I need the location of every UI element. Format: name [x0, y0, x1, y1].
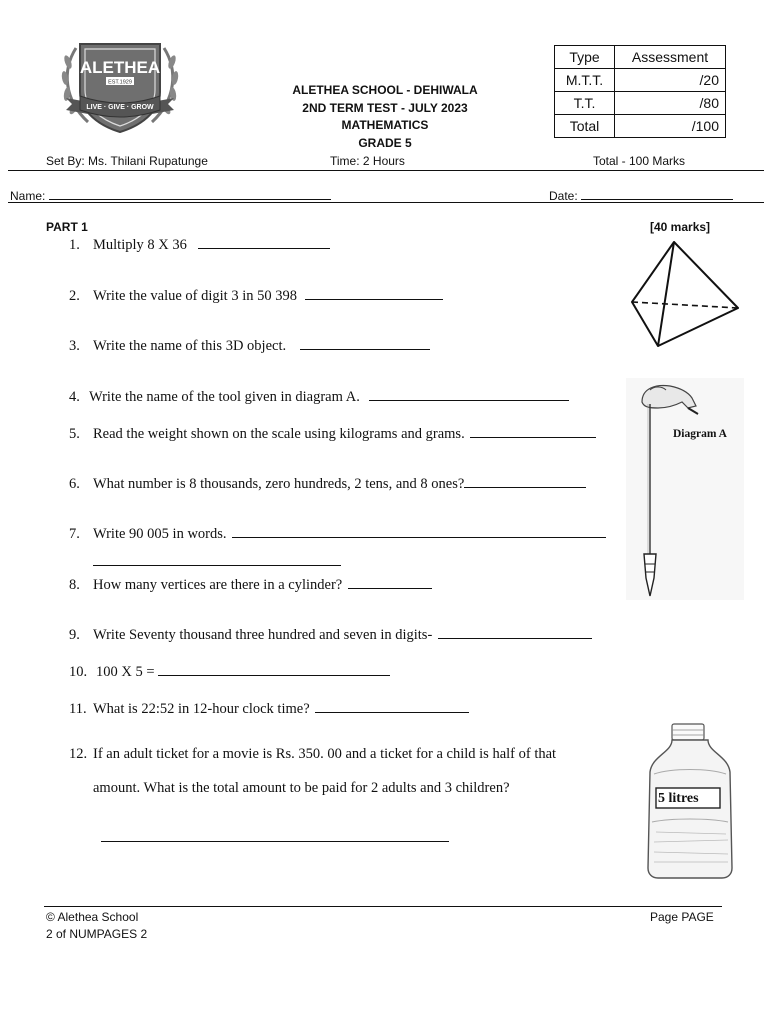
- question-text: Write Seventy thousand three hundred and seven in digits-: [93, 627, 433, 643]
- divider: [8, 202, 764, 203]
- question-number: 2.: [69, 288, 80, 304]
- footer-copyright: © Alethea School: [46, 910, 139, 924]
- question-2: [69, 287, 443, 305]
- time-text: Time: 2 Hours: [330, 154, 405, 168]
- answer-line[interactable]: [300, 337, 430, 350]
- marks-summary-table: [554, 45, 726, 138]
- table-cell: /100: [615, 115, 726, 138]
- footer-divider: [44, 906, 722, 907]
- answer-line[interactable]: [198, 236, 330, 249]
- part-marks: [40 marks]: [650, 220, 711, 234]
- question-text: Write the name of this 3D object.: [93, 338, 287, 354]
- question-text: How many vertices are there in a cylinder?: [93, 577, 343, 593]
- answer-line[interactable]: [232, 525, 606, 538]
- answer-line[interactable]: [369, 388, 569, 401]
- table-cell: /80: [615, 92, 726, 115]
- answer-line[interactable]: [470, 425, 596, 438]
- question-text: Write 90 005 in words.: [93, 526, 227, 542]
- question-text: 100 X 5 =: [96, 664, 155, 680]
- subject-title: MATHEMATICS: [341, 118, 429, 132]
- table-cell: Assessment: [615, 46, 726, 69]
- table-cell: /20: [615, 69, 726, 92]
- school-crest-logo: [58, 40, 182, 136]
- school-title-block: [250, 82, 520, 152]
- question-number: 4.: [69, 389, 80, 405]
- question-number: 7.: [69, 526, 80, 542]
- answer-line[interactable]: [158, 663, 390, 676]
- question-12-continued: amount. What is the total amount to be paid for 2 adults and 3 children?: [93, 780, 510, 796]
- question-9: [69, 626, 592, 644]
- table-row: [555, 69, 726, 92]
- answer-line-continued[interactable]: [93, 553, 341, 566]
- grade-title: GRADE 5: [358, 135, 412, 150]
- question-11: [69, 700, 469, 718]
- total-marks-text: Total - 100 Marks: [593, 154, 686, 168]
- table-row: [555, 92, 726, 115]
- table-cell: T.T.: [555, 92, 615, 115]
- question-10: [69, 663, 390, 681]
- question-text: Write the name of the tool given in diagram A.: [89, 389, 360, 405]
- logo-name-text: ALETHEA: [79, 58, 161, 77]
- question-text: If an adult ticket for a movie is Rs. 350. 00 and a ticket for a child is half of that: [93, 746, 557, 762]
- table-cell: Total: [555, 115, 615, 138]
- date-blank-line[interactable]: [581, 186, 733, 200]
- question-number: 10.: [69, 664, 88, 680]
- school-name: ALETHEA SCHOOL - DEHIWALA: [292, 83, 478, 97]
- question-3: [69, 337, 430, 355]
- tetrahedron-diagram: [624, 236, 744, 352]
- answer-line[interactable]: [315, 700, 469, 713]
- name-blank-line[interactable]: [49, 186, 331, 200]
- table-cell: Type: [555, 46, 615, 69]
- name-field[interactable]: [10, 186, 331, 203]
- question-number: 9.: [69, 627, 80, 643]
- date-label: Date:: [549, 189, 578, 203]
- question-text: Write the value of digit 3 in 50 398: [93, 288, 297, 304]
- date-field[interactable]: [549, 186, 733, 203]
- plumb-bob-diagram: [626, 378, 744, 600]
- question-text: What number is 8 thousands, zero hundreds, 2 tens, and 8 ones?: [93, 476, 465, 492]
- table-row: [555, 115, 726, 138]
- question-4: [69, 388, 569, 406]
- question-number: 1.: [69, 237, 80, 253]
- question-number: 3.: [69, 338, 80, 354]
- logo-est-text: EST.1929: [108, 79, 132, 86]
- question-number: 11.: [69, 701, 87, 717]
- question-text: What is 22:52 in 12-hour clock time?: [93, 701, 310, 717]
- footer-page: Page PAGE: [650, 910, 714, 924]
- question-text: Read the weight shown on the scale using kilograms and grams.: [93, 426, 465, 442]
- part-title: PART 1: [46, 220, 88, 234]
- footer-numpages: 2 of NUMPAGES 2: [46, 927, 148, 941]
- question-5: [69, 425, 596, 443]
- term-test-title: 2ND TERM TEST - JULY 2023: [302, 100, 468, 115]
- question-number: 8.: [69, 577, 80, 593]
- diagram-a-label: Diagram A: [673, 428, 727, 440]
- answer-line[interactable]: [438, 626, 592, 639]
- question-12: [69, 746, 556, 763]
- table-row: [555, 46, 726, 69]
- question-6: [69, 475, 586, 493]
- question-7: [69, 525, 606, 543]
- question-text: Multiply 8 X 36: [93, 237, 187, 253]
- question-1: [69, 236, 330, 254]
- answer-line[interactable]: [305, 287, 443, 300]
- divider: [8, 170, 764, 171]
- bottle-label: 5 litres: [658, 791, 699, 806]
- table-cell: M.T.T.: [555, 69, 615, 92]
- question-8: [69, 576, 432, 594]
- answer-line[interactable]: [101, 829, 449, 842]
- logo-motto-text: LIVE · GIVE · GROW: [86, 104, 154, 111]
- set-by-text: Set By: Ms. Thilani Rupatunge: [46, 154, 208, 168]
- question-number: 6.: [69, 476, 80, 492]
- name-label: Name:: [10, 189, 46, 203]
- answer-line[interactable]: [348, 576, 432, 589]
- question-number: 12.: [69, 746, 88, 762]
- answer-line[interactable]: [464, 475, 586, 488]
- question-number: 5.: [69, 426, 80, 442]
